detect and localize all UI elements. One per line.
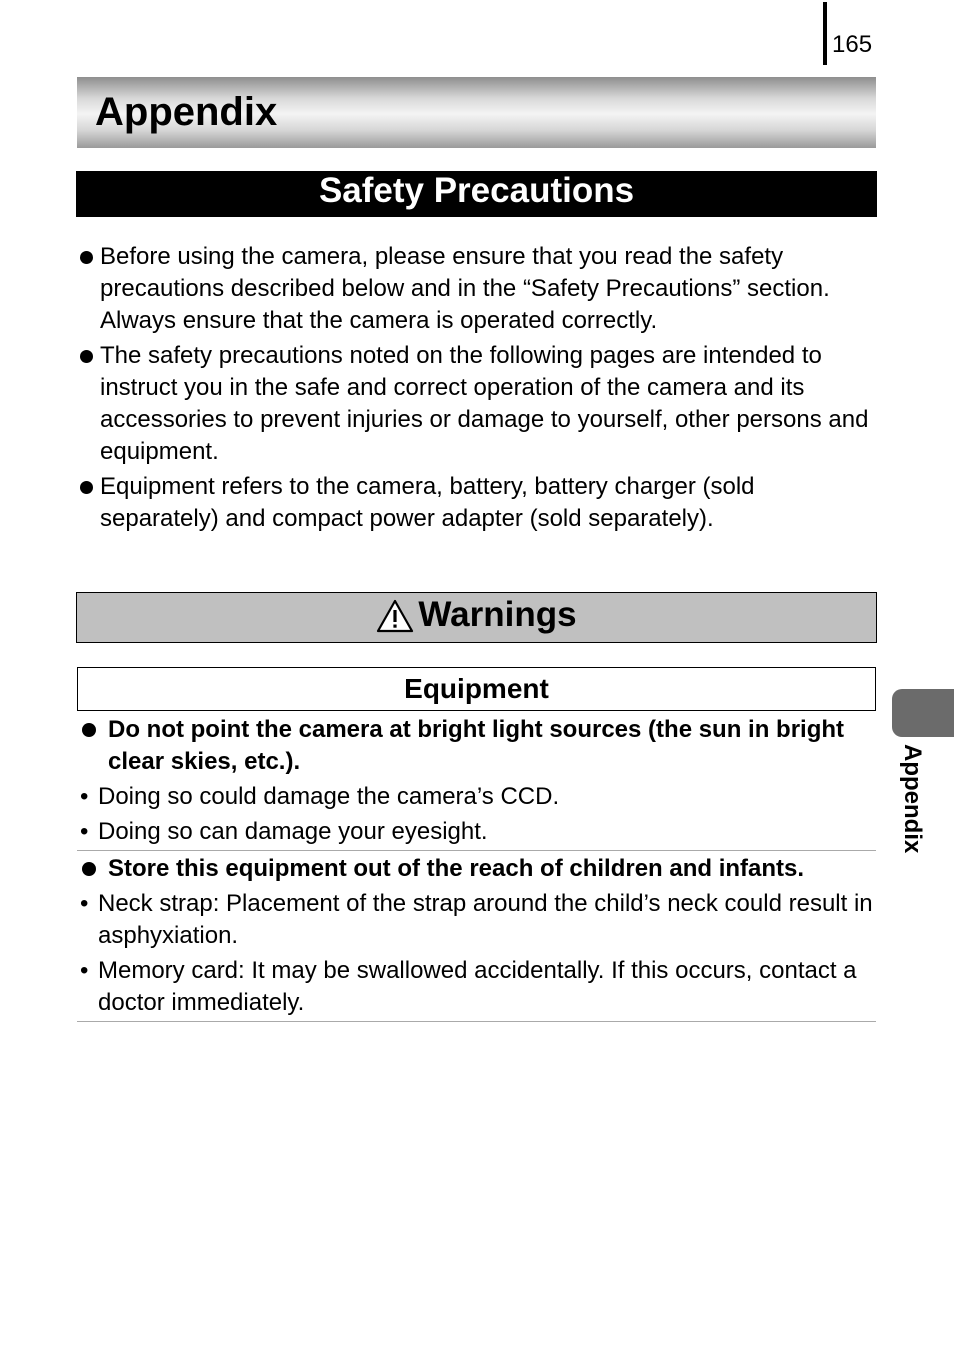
intro-bullet-text: Before using the camera, please ensure that you read the safety precautions described below and in the “Safety Precautions” section. Always ensure that the camera is operated correctly. — [100, 243, 830, 334]
warning-item-heading — [77, 853, 876, 885]
warning-sub-point-text: Memory card: It may be swallowed accidentally. If this occurs, contact a doctor immediately. — [98, 957, 857, 1016]
small-bullet-icon: • — [80, 890, 89, 917]
bullet-dot-icon — [80, 481, 93, 494]
warning-item-heading-text: Store this equipment out of the reach of children and infants. — [108, 855, 805, 882]
warning-sub-point-text: Doing so can damage your eyesight. — [98, 818, 488, 845]
small-bullet-icon: • — [80, 783, 89, 810]
page-number-rule — [823, 2, 827, 65]
intro-bullet — [79, 471, 879, 535]
small-bullet-icon: • — [80, 957, 89, 984]
warning-item-heading — [77, 714, 876, 778]
warning-sub-point — [77, 816, 876, 848]
bullet-dot-icon — [80, 350, 93, 363]
bullet-dot-icon — [82, 723, 96, 737]
warning-item — [77, 714, 876, 848]
warning-item-heading-text: Do not point the camera at bright light sources (the sun in bright clear skies, etc.). — [108, 716, 845, 775]
small-bullet-icon: • — [80, 818, 89, 845]
warning-sub-point — [77, 888, 876, 952]
warning-triangle-icon — [376, 599, 414, 633]
section-title: Safety Precautions — [76, 171, 877, 217]
item-divider — [77, 1021, 876, 1022]
page-title: Appendix — [95, 90, 278, 134]
chapter-tab-label: Appendix — [899, 744, 926, 854]
warning-sub-point — [77, 781, 876, 813]
intro-bullet — [79, 340, 879, 468]
intro-bullet-list — [79, 241, 879, 538]
page-number: 165 — [832, 31, 873, 58]
warning-sub-point-text: Neck strap: Placement of the strap around the child’s neck could result in asphyxiation. — [98, 890, 873, 949]
warning-item — [77, 853, 876, 1019]
chapter-tab[interactable] — [892, 689, 954, 737]
intro-bullet — [79, 241, 879, 337]
warnings-title: Warnings — [418, 594, 577, 634]
intro-bullet-text: Equipment refers to the camera, battery, battery charger (sold separately) and compact power adapter (sold separately). — [100, 473, 755, 532]
equipment-subheading: Equipment — [77, 667, 876, 711]
appendix-header-band — [77, 77, 876, 148]
bullet-dot-icon — [82, 862, 96, 876]
bullet-dot-icon — [80, 251, 93, 264]
intro-bullet-text: The safety precautions noted on the following pages are intended to instruct you in the safe and correct operation of the camera and its accessories to prevent injuries or damage to yourself, other persons and equipment. — [100, 342, 869, 465]
warning-sub-point — [77, 955, 876, 1019]
warnings-header — [76, 592, 877, 643]
item-divider — [77, 850, 876, 851]
warning-sub-point-text: Doing so could damage the camera’s CCD. — [98, 783, 560, 810]
